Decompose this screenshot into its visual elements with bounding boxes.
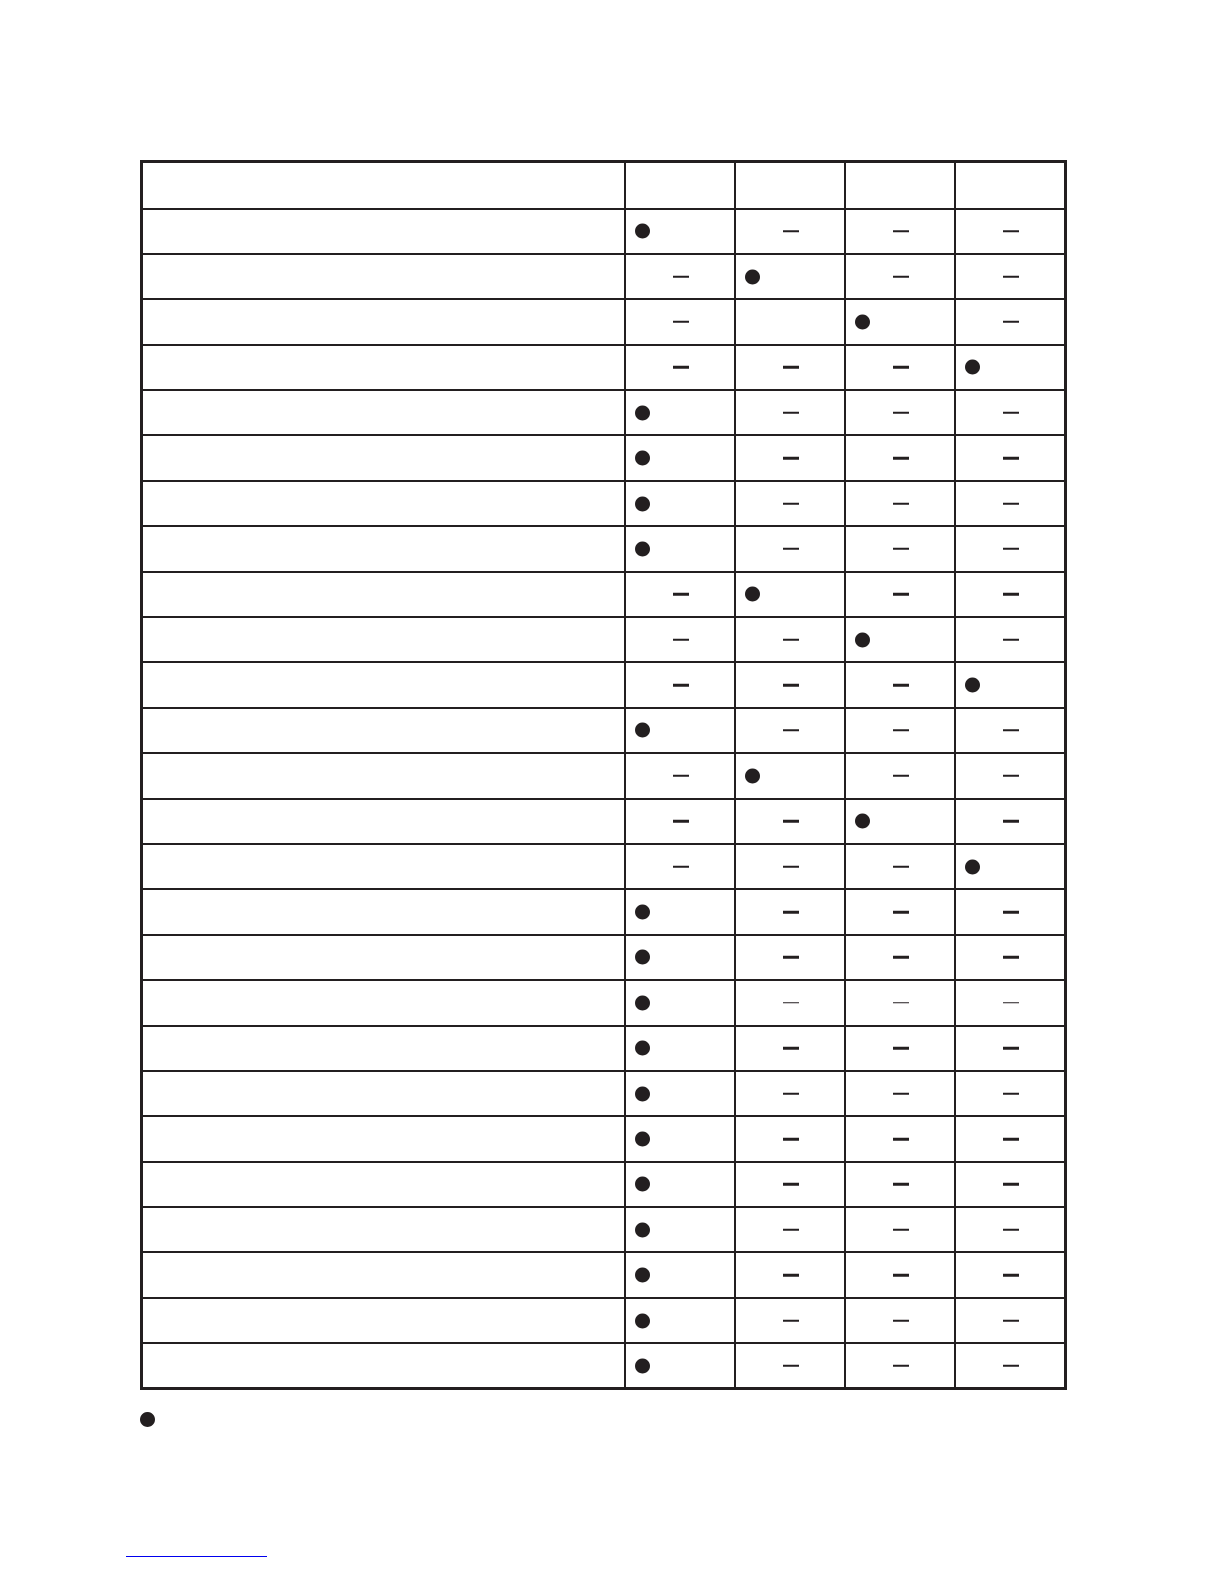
dash-icon <box>783 638 799 641</box>
matrix-cell-col-1 <box>625 435 735 480</box>
dash-icon <box>893 730 909 732</box>
table-row <box>142 1071 1066 1116</box>
filled-circle-icon <box>635 405 650 420</box>
matrix-cell-col-2 <box>735 1116 845 1161</box>
filled-circle-icon <box>855 314 870 329</box>
matrix-cell-col-4 <box>955 1298 1065 1343</box>
matrix-cell-col-4 <box>955 617 1065 662</box>
dash-icon <box>1003 412 1019 415</box>
matrix-cell-col-3 <box>845 526 955 571</box>
dash-icon <box>893 1092 909 1095</box>
dash-icon <box>1003 730 1019 732</box>
dash-icon <box>1003 1229 1019 1232</box>
row-label-cell <box>142 299 625 344</box>
table-row <box>142 209 1066 254</box>
filled-circle-icon <box>635 451 650 466</box>
matrix-cell-col-3 <box>845 1026 955 1071</box>
matrix-cell-col-4 <box>955 481 1065 526</box>
matrix-cell-col-3 <box>845 844 955 889</box>
dash-icon <box>783 412 799 415</box>
dash-icon <box>783 911 799 914</box>
matrix-cell-col-2 <box>735 1207 845 1252</box>
dash-icon <box>783 820 799 823</box>
filled-circle-icon <box>745 587 760 602</box>
matrix-cell-col-1 <box>625 799 735 844</box>
dash-icon <box>893 1229 909 1232</box>
matrix-cell-col-2 <box>735 1298 845 1343</box>
header-label-cell <box>142 162 625 209</box>
filled-circle-icon <box>635 1358 650 1373</box>
dash-icon <box>1003 956 1019 959</box>
dash-icon <box>673 775 689 778</box>
matrix-cell-col-3 <box>845 935 955 980</box>
row-label-cell <box>142 889 625 934</box>
table-row <box>142 390 1066 435</box>
dash-icon <box>783 502 799 505</box>
matrix-cell-col-4 <box>955 1116 1065 1161</box>
dash-icon <box>893 1002 909 1004</box>
matrix-cell-col-4 <box>955 662 1065 707</box>
matrix-cell-col-4 <box>955 935 1065 980</box>
table-row <box>142 708 1066 753</box>
table-row <box>142 799 1066 844</box>
filled-circle-icon <box>635 1268 650 1283</box>
header-row <box>142 162 1066 209</box>
matrix-cell-col-2 <box>735 662 845 707</box>
row-label-cell <box>142 481 625 526</box>
matrix-cell-col-3 <box>845 708 955 753</box>
filled-circle-icon <box>635 541 650 556</box>
dash-icon <box>1003 1002 1019 1004</box>
row-label-cell <box>142 435 625 480</box>
matrix-cell-col-3 <box>845 889 955 934</box>
matrix-cell-col-2 <box>735 844 845 889</box>
matrix-cell-col-2 <box>735 390 845 435</box>
filled-circle-icon <box>855 632 870 647</box>
matrix-cell-col-1 <box>625 844 735 889</box>
dash-icon <box>783 956 799 959</box>
matrix-cell-col-4 <box>955 844 1065 889</box>
filled-circle-icon <box>635 1222 650 1237</box>
dash-icon <box>893 1319 909 1322</box>
matrix-header <box>142 162 1066 209</box>
legend-filled-circle-icon <box>140 1412 155 1427</box>
matrix-cell-col-2 <box>735 980 845 1025</box>
matrix-cell-col-3 <box>845 1343 955 1388</box>
dash-icon <box>783 548 799 551</box>
table-row <box>142 481 1066 526</box>
dash-icon <box>783 1002 799 1004</box>
matrix-cell-col-2 <box>735 526 845 571</box>
table-row <box>142 889 1066 934</box>
matrix-cell-col-3 <box>845 390 955 435</box>
matrix-cell-col-1 <box>625 526 735 571</box>
filled-circle-icon <box>635 496 650 511</box>
filled-circle-icon <box>635 1313 650 1328</box>
matrix-cell-col-1 <box>625 1207 735 1252</box>
matrix-cell-col-1 <box>625 481 735 526</box>
row-label-cell <box>142 935 625 980</box>
filled-circle-icon <box>965 678 980 693</box>
row-label-cell <box>142 708 625 753</box>
matrix-cell-col-1 <box>625 935 735 980</box>
matrix-cell-col-2 <box>735 1071 845 1116</box>
dash-icon <box>783 1047 799 1050</box>
matrix-cell-col-3 <box>845 572 955 617</box>
matrix-cell-col-3 <box>845 662 955 707</box>
matrix-cell-col-1 <box>625 1298 735 1343</box>
matrix-cell-col-3 <box>845 799 955 844</box>
dash-icon <box>893 1047 909 1050</box>
filled-circle-icon <box>635 723 650 738</box>
dash-icon <box>673 638 689 641</box>
table-row <box>142 1343 1066 1388</box>
matrix-cell-col-1 <box>625 209 735 254</box>
table-row <box>142 980 1066 1025</box>
dash-icon <box>783 1138 799 1141</box>
dash-icon <box>1003 1274 1019 1277</box>
dash-icon <box>893 1138 909 1141</box>
matrix-cell-col-2 <box>735 481 845 526</box>
row-label-cell <box>142 572 625 617</box>
matrix-cell-col-1 <box>625 345 735 390</box>
row-label-cell <box>142 1026 625 1071</box>
matrix-cell-col-1 <box>625 662 735 707</box>
dash-icon <box>893 1183 909 1186</box>
dash-icon <box>673 275 689 278</box>
dash-icon <box>1003 1092 1019 1095</box>
table-row <box>142 345 1066 390</box>
filled-circle-icon <box>635 905 650 920</box>
matrix-cell-col-1 <box>625 1343 735 1388</box>
dash-icon <box>673 366 689 369</box>
row-label-cell <box>142 844 625 889</box>
dash-icon <box>783 1274 799 1277</box>
matrix-cell-col-1 <box>625 617 735 662</box>
matrix-cell-col-4 <box>955 753 1065 798</box>
table-row <box>142 662 1066 707</box>
row-label-cell <box>142 345 625 390</box>
table-row <box>142 1116 1066 1161</box>
table-row <box>142 844 1066 889</box>
matrix-cell-col-3 <box>845 1162 955 1207</box>
dash-icon <box>893 457 909 460</box>
row-label-cell <box>142 1298 625 1343</box>
matrix-cell-col-2 <box>735 799 845 844</box>
header-column-3 <box>845 162 955 209</box>
dash-icon <box>893 956 909 959</box>
table-row <box>142 435 1066 480</box>
matrix-cell-col-4 <box>955 1343 1065 1388</box>
table-row <box>142 1162 1066 1207</box>
row-label-cell <box>142 617 625 662</box>
dash-icon <box>1003 1138 1019 1141</box>
matrix-cell-col-4 <box>955 1207 1065 1252</box>
table-row <box>142 526 1066 571</box>
dash-icon <box>893 1274 909 1277</box>
matrix-cell-col-4 <box>955 1026 1065 1071</box>
header-column-1 <box>625 162 735 209</box>
dash-icon <box>1003 638 1019 641</box>
matrix-cell-col-4 <box>955 526 1065 571</box>
matrix-cell-col-4 <box>955 1252 1065 1297</box>
table-row <box>142 254 1066 299</box>
dash-icon <box>783 1364 799 1367</box>
row-label-cell <box>142 526 625 571</box>
dash-icon <box>1003 1319 1019 1322</box>
dash-icon <box>1003 548 1019 551</box>
dash-icon <box>1003 1364 1019 1367</box>
dash-icon <box>1003 1183 1019 1186</box>
filled-circle-icon <box>965 859 980 874</box>
filled-circle-icon <box>745 768 760 783</box>
matrix-cell-col-3 <box>845 1071 955 1116</box>
dash-icon <box>673 684 689 687</box>
matrix-cell-col-3 <box>845 1298 955 1343</box>
filled-circle-icon <box>965 360 980 375</box>
table-row <box>142 1026 1066 1071</box>
dash-icon <box>1003 275 1019 278</box>
row-label-cell <box>142 980 625 1025</box>
matrix-cell-col-2 <box>735 617 845 662</box>
row-label-cell <box>142 753 625 798</box>
dash-icon <box>1003 820 1019 823</box>
matrix-cell-col-3 <box>845 753 955 798</box>
table-row <box>142 1207 1066 1252</box>
matrix-cell-col-1 <box>625 1252 735 1297</box>
row-label-cell <box>142 1071 625 1116</box>
row-label-cell <box>142 1162 625 1207</box>
dash-icon <box>1003 321 1019 324</box>
footer-link-underline[interactable] <box>126 1556 267 1557</box>
matrix-cell-col-1 <box>625 708 735 753</box>
matrix-body <box>142 209 1066 1389</box>
matrix-cell-col-1 <box>625 1162 735 1207</box>
matrix-cell-col-1 <box>625 1026 735 1071</box>
matrix-cell-col-3 <box>845 481 955 526</box>
filled-circle-icon <box>745 269 760 284</box>
matrix-cell-col-4 <box>955 299 1065 344</box>
dash-icon <box>673 593 689 596</box>
row-label-cell <box>142 799 625 844</box>
matrix-cell-col-4 <box>955 345 1065 390</box>
dash-icon <box>893 366 909 369</box>
dash-icon <box>1003 502 1019 505</box>
dash-icon <box>783 1183 799 1186</box>
matrix-cell-col-2 <box>735 889 845 934</box>
table-row <box>142 1252 1066 1297</box>
dash-icon <box>783 684 799 687</box>
matrix-cell-col-4 <box>955 708 1065 753</box>
matrix-cell-col-3 <box>845 209 955 254</box>
matrix-cell-col-3 <box>845 435 955 480</box>
dash-icon <box>783 1319 799 1322</box>
matrix-cell-col-2 <box>735 753 845 798</box>
dash-icon <box>673 321 689 324</box>
matrix-cell-col-3 <box>845 1116 955 1161</box>
matrix-cell-col-2 <box>735 708 845 753</box>
matrix-cell-col-2 <box>735 1252 845 1297</box>
dash-icon <box>1003 593 1019 596</box>
matrix-cell-col-3 <box>845 1252 955 1297</box>
header-column-2 <box>735 162 845 209</box>
matrix-cell-col-1 <box>625 1071 735 1116</box>
row-label-cell <box>142 1343 625 1388</box>
filled-circle-icon <box>635 1086 650 1101</box>
dash-icon <box>783 1092 799 1095</box>
dash-icon <box>1003 1047 1019 1050</box>
matrix-cell-col-4 <box>955 435 1065 480</box>
dash-icon <box>783 865 799 868</box>
matrix-cell-col-1 <box>625 980 735 1025</box>
filled-circle-icon <box>635 950 650 965</box>
row-label-cell <box>142 390 625 435</box>
matrix-cell-col-2 <box>735 572 845 617</box>
matrix-cell-col-3 <box>845 980 955 1025</box>
matrix-cell-col-2 <box>735 935 845 980</box>
matrix-cell-col-3 <box>845 1207 955 1252</box>
filled-circle-icon <box>635 224 650 239</box>
dash-icon <box>783 730 799 732</box>
row-label-cell <box>142 662 625 707</box>
row-label-cell <box>142 254 625 299</box>
dash-icon <box>893 275 909 278</box>
row-label-cell <box>142 1207 625 1252</box>
matrix-cell-col-2 <box>735 299 845 344</box>
matrix-cell-col-4 <box>955 1162 1065 1207</box>
matrix-cell-col-2 <box>735 254 845 299</box>
table-row <box>142 617 1066 662</box>
matrix-cell-col-1 <box>625 254 735 299</box>
matrix-cell-col-4 <box>955 889 1065 934</box>
matrix-cell-col-4 <box>955 254 1065 299</box>
dash-icon <box>1003 775 1019 778</box>
dash-icon <box>893 502 909 505</box>
matrix-cell-col-4 <box>955 390 1065 435</box>
row-label-cell <box>142 1116 625 1161</box>
matrix-cell-col-1 <box>625 1116 735 1161</box>
row-label-cell <box>142 1252 625 1297</box>
dash-icon <box>783 1229 799 1232</box>
filled-circle-icon <box>855 814 870 829</box>
dash-icon <box>893 593 909 596</box>
dash-icon <box>673 820 689 823</box>
table-row <box>142 572 1066 617</box>
matrix-cell-col-2 <box>735 435 845 480</box>
filled-circle-icon <box>635 1177 650 1192</box>
dash-icon <box>893 775 909 778</box>
matrix-cell-col-4 <box>955 209 1065 254</box>
matrix-cell-col-4 <box>955 980 1065 1025</box>
matrix-cell-col-4 <box>955 572 1065 617</box>
matrix-cell-col-1 <box>625 299 735 344</box>
dash-icon <box>893 911 909 914</box>
matrix-cell-col-1 <box>625 572 735 617</box>
filled-circle-icon <box>635 995 650 1010</box>
matrix-cell-col-2 <box>735 1343 845 1388</box>
table-row <box>142 1298 1066 1343</box>
matrix-cell-col-4 <box>955 799 1065 844</box>
matrix-cell-col-3 <box>845 299 955 344</box>
matrix-cell-col-2 <box>735 1026 845 1071</box>
row-label-cell <box>142 209 625 254</box>
dash-icon <box>1003 911 1019 914</box>
matrix-cell-col-2 <box>735 345 845 390</box>
dash-icon <box>893 548 909 551</box>
dash-icon <box>673 865 689 868</box>
matrix-cell-col-3 <box>845 345 955 390</box>
matrix-cell-col-3 <box>845 254 955 299</box>
dash-icon <box>893 865 909 868</box>
table-row <box>142 753 1066 798</box>
header-column-4 <box>955 162 1065 209</box>
table-row <box>142 299 1066 344</box>
dash-icon <box>1003 230 1019 232</box>
matrix-cell-col-1 <box>625 753 735 798</box>
matrix-cell-col-2 <box>735 209 845 254</box>
dash-icon <box>893 684 909 687</box>
matrix-cell-col-2 <box>735 1162 845 1207</box>
dash-icon <box>893 1364 909 1367</box>
filled-circle-icon <box>635 1132 650 1147</box>
filled-circle-icon <box>635 1041 650 1056</box>
compatibility-matrix <box>140 160 1067 1390</box>
matrix-cell-col-3 <box>845 617 955 662</box>
matrix-cell-col-1 <box>625 390 735 435</box>
matrix-cell-col-4 <box>955 1071 1065 1116</box>
dash-icon <box>783 230 799 232</box>
table-row <box>142 935 1066 980</box>
dash-icon <box>893 230 909 232</box>
dash-icon <box>783 366 799 369</box>
dash-icon <box>783 457 799 460</box>
matrix-cell-col-1 <box>625 889 735 934</box>
dash-icon <box>1003 457 1019 460</box>
dash-icon <box>893 412 909 415</box>
